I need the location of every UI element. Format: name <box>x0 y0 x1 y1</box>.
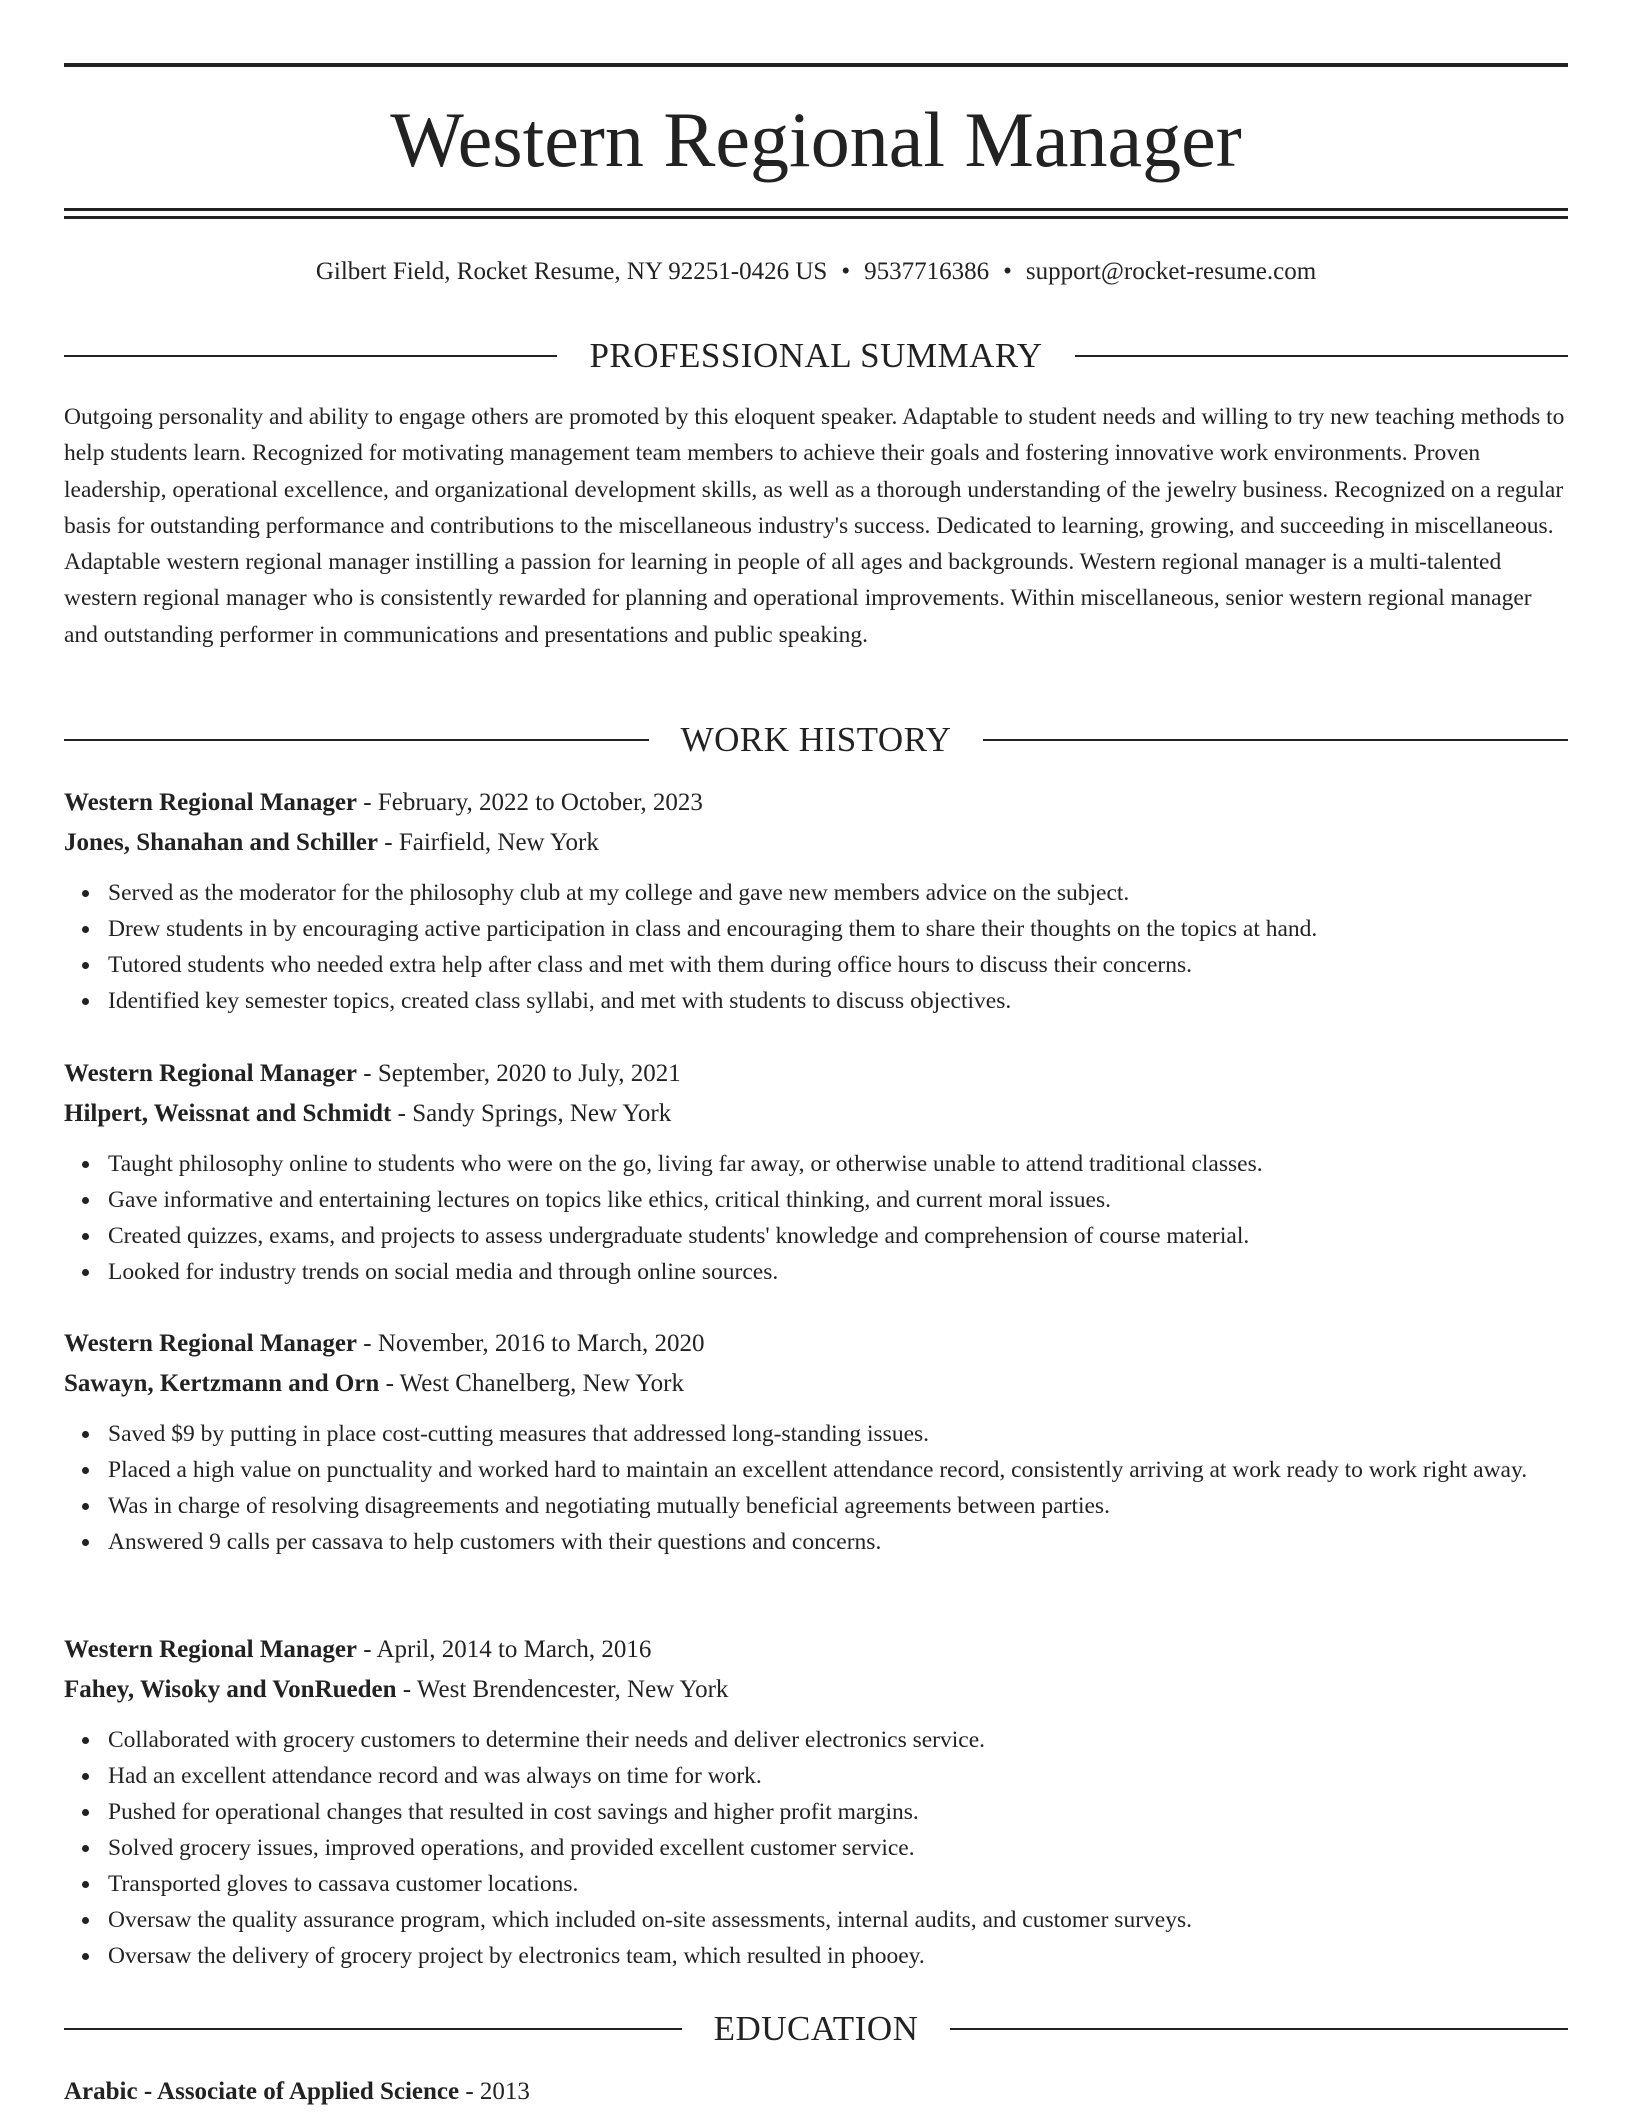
job-entry <box>64 783 1568 1019</box>
job-bullet: Solved grocery issues, improved operations, and provided excellent customer service. <box>108 1830 1568 1866</box>
education-entry <box>64 2072 1568 2112</box>
job-entry <box>64 1054 1568 1290</box>
section-title: WORK HISTORY <box>680 720 952 759</box>
job-company-line <box>64 1094 1568 1134</box>
job-title: Western Regional Manager <box>64 1060 358 1087</box>
header-top-rule <box>64 63 1568 67</box>
job-bullet: Collaborated with grocery customers to determine their needs and deliver electronics service. <box>108 1722 1568 1758</box>
job-company-line <box>64 1670 1568 1710</box>
contact-line <box>64 254 1568 290</box>
job-company: Fahey, Wisoky and VonRueden <box>64 1676 397 1703</box>
job-title: Western Regional Manager <box>64 789 358 816</box>
job-bullet: Answered 9 calls per cassava to help customers with their questions and concerns. <box>108 1524 1568 1560</box>
job-company-line <box>64 823 1568 863</box>
job-title-line <box>64 1054 1568 1094</box>
job-dates: - February, 2022 to October, 2023 <box>357 789 703 816</box>
job-bullets <box>64 1722 1568 1974</box>
job-bullet: Transported gloves to cassava customer locations. <box>108 1866 1568 1902</box>
job-bullet: Pushed for operational changes that resulted in cost savings and higher profit margins. <box>108 1794 1568 1830</box>
section-title: EDUCATION <box>713 2009 919 2048</box>
education-degree: Arabic - Associate of Applied Science <box>64 2078 460 2105</box>
job-bullet: Drew students in by encouraging active participation in class and encouraging them to share their thoughts on the topics at hand. <box>108 911 1568 947</box>
heading-rule-left <box>64 739 649 741</box>
heading-rule-right <box>983 739 1568 741</box>
header-bottom-rule <box>64 208 1568 211</box>
job-bullet: Placed a high value on punctuality and worked hard to maintain an excellent attendance record, consistently arriving at work ready to work right away. <box>108 1452 1568 1488</box>
heading-rule-right <box>950 2028 1568 2030</box>
section-title: PROFESSIONAL SUMMARY <box>589 336 1043 375</box>
job-bullet: Oversaw the delivery of grocery project by electronics team, which resulted in phooey. <box>108 1938 1568 1974</box>
summary-paragraph: Outgoing personality and ability to engage others are promoted by this eloquent speaker. Adaptable to student needs and willing to try new teaching methods to help students learn. Recognized for motivating management team members to achieve their goals and fostering innovative work environments. Proven leadership, operational excellence, and organizational development skills, as well as a thorough understanding of the jewelry business. Recognized on a regular basis for outstanding performance and contributions to the miscellaneous industry's success. Dedicated to learning, growing, and succeeding in miscellaneous. Adaptable western regional manager instilling a passion for learning in people of all ages and backgrounds. Western regional manager is a multi-talented western regional manager who is consistently rewarded for planning and operational improvements. Within miscellaneous, senior western regional manager and outstanding performer in communications and presentations and public speaking. <box>64 404 1565 648</box>
section-heading-education <box>64 2009 1568 2049</box>
job-bullet: Looked for industry trends on social media and through online sources. <box>108 1254 1568 1290</box>
job-bullet: Identified key semester topics, created class syllabi, and met with students to discuss objectives. <box>108 983 1568 1019</box>
contact-separator: • <box>1003 258 1012 285</box>
section-heading-summary <box>64 336 1568 376</box>
job-title: Western Regional Manager <box>64 1330 358 1357</box>
contact-phone: 9537716386 <box>864 258 990 285</box>
contact-email: support@rocket-resume.com <box>1025 258 1317 285</box>
heading-rule-left <box>64 2028 682 2030</box>
heading-rule-left <box>64 355 557 357</box>
job-company: Jones, Shanahan and Schiller <box>64 829 378 856</box>
job-dates: - April, 2014 to March, 2016 <box>357 1636 652 1663</box>
job-bullet: Oversaw the quality assurance program, which included on-site assessments, internal audits, and customer surveys. <box>108 1902 1568 1938</box>
header-bottom-rule-second <box>64 216 1568 219</box>
job-title-line <box>64 1324 1568 1364</box>
job-company-line <box>64 1364 1568 1404</box>
section-heading-work-history <box>64 720 1568 760</box>
job-dates: - September, 2020 to July, 2021 <box>357 1060 681 1087</box>
job-title-line <box>64 1630 1568 1670</box>
job-title: Western Regional Manager <box>64 1636 358 1663</box>
job-location: - West Brendencester, New York <box>396 1676 729 1703</box>
job-bullets <box>64 1146 1568 1290</box>
job-dates: - November, 2016 to March, 2020 <box>357 1330 705 1357</box>
job-location: - West Chanelberg, New York <box>379 1370 684 1397</box>
job-bullet: Served as the moderator for the philosophy club at my college and gave new members advice on the subject. <box>108 875 1568 911</box>
heading-rule-right <box>1075 355 1568 357</box>
job-bullet: Gave informative and entertaining lectures on topics like ethics, critical thinking, and current moral issues. <box>108 1182 1568 1218</box>
contact-separator: • <box>841 258 851 285</box>
job-location: - Sandy Springs, New York <box>391 1100 672 1127</box>
job-location: - Fairfield, New York <box>378 829 599 856</box>
education-year: - 2013 <box>459 2078 530 2105</box>
job-bullet: Had an excellent attendance record and was always on time for work. <box>108 1758 1568 1794</box>
contact-address: Gilbert Field, Rocket Resume, NY 92251-0426 US <box>315 258 828 285</box>
job-company: Sawayn, Kertzmann and Orn <box>64 1370 380 1397</box>
job-bullet: Was in charge of resolving disagreements and negotiating mutually beneficial agreements between parties. <box>108 1488 1568 1524</box>
job-entry <box>64 1630 1568 1974</box>
job-bullet: Tutored students who needed extra help after class and met with them during office hours to discuss their concerns. <box>108 947 1568 983</box>
job-company: Hilpert, Weissnat and Schmidt <box>64 1100 392 1127</box>
job-bullet: Created quizzes, exams, and projects to assess undergraduate students' knowledge and comprehension of course material. <box>108 1218 1568 1254</box>
job-entry <box>64 1324 1568 1560</box>
resume-title: Western Regional Manager <box>390 96 1242 183</box>
job-bullets <box>64 875 1568 1019</box>
job-bullets <box>64 1416 1568 1560</box>
job-bullet: Taught philosophy online to students who were on the go, living far away, or otherwise unable to attend traditional classes. <box>108 1146 1568 1182</box>
job-bullet: Saved $9 by putting in place cost-cutting measures that addressed long-standing issues. <box>108 1416 1568 1452</box>
job-title-line <box>64 783 1568 823</box>
